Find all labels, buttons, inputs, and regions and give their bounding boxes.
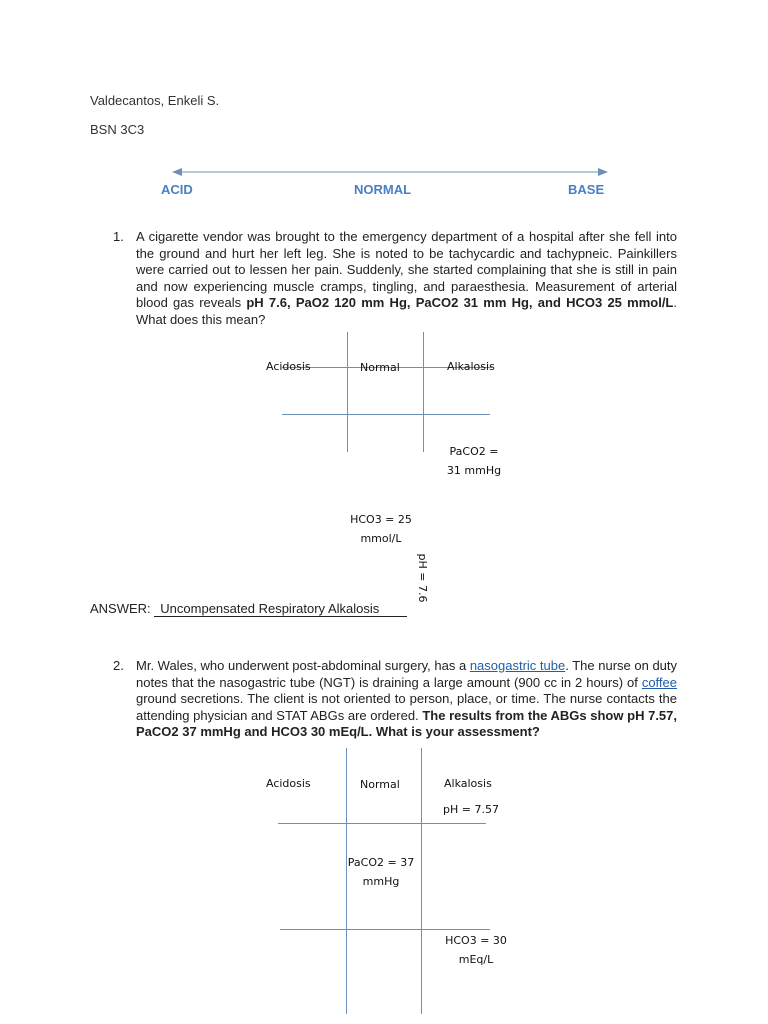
nasogastric-tube-link[interactable]: nasogastric tube bbox=[469, 658, 566, 673]
header-normal: Normal bbox=[360, 361, 400, 374]
ph-value: pH = 7.6 bbox=[416, 553, 429, 603]
ph-value: pH = 7.57 bbox=[443, 803, 499, 816]
grid-divider bbox=[423, 332, 424, 452]
grid-divider bbox=[282, 414, 490, 415]
question-2-number: 2. bbox=[113, 658, 124, 673]
paco2-value: PaCO2 = 31 mmHg bbox=[446, 445, 502, 477]
scale-base-label: BASE bbox=[568, 182, 605, 197]
header-acidosis: Acidosis bbox=[266, 360, 311, 373]
grid-divider bbox=[347, 332, 348, 452]
question-1-number: 1. bbox=[113, 229, 124, 244]
answer-row bbox=[90, 601, 407, 617]
answer-label: ANSWER: bbox=[90, 601, 151, 616]
grid-divider bbox=[421, 748, 422, 1014]
student-name: Valdecantos, Enkeli S. bbox=[90, 93, 220, 108]
grid-divider bbox=[280, 929, 490, 930]
question-2-text: Mr. Wales, who underwent post-abdominal surgery, has a nasogastric tube. The nurse on duty notes that the nasogastric tube (NGT) is draining a large amount (900 cc in 2 hours) of coffee ground secretions. The client is not oriented to person, place, or time. The nurse contacts the attending physician and STAT ABGs are ordered. The results from the ABGs show pH 7.57, PaCO2 37 mmHg and HCO3 30 mEq/L. What is your assessment? bbox=[136, 658, 678, 739]
header-acidosis: Acidosis bbox=[266, 777, 311, 790]
grid-divider bbox=[278, 823, 486, 824]
header-alkalosis: Alkalosis bbox=[447, 360, 495, 373]
paco2-value: PaCO2 = 37 mmHg bbox=[347, 856, 415, 888]
coffee-link[interactable]: coffee bbox=[641, 674, 677, 690]
header-alkalosis: Alkalosis bbox=[444, 777, 492, 790]
scale-normal-label: NORMAL bbox=[354, 182, 412, 197]
header-normal: Normal bbox=[360, 778, 400, 791]
student-section: BSN 3C3 bbox=[90, 122, 145, 137]
hco3-value: HCO3 = 25 mmol/L bbox=[350, 513, 412, 545]
acid-base-arrow bbox=[170, 164, 610, 180]
question-1-text: A cigarette vendor was brought to the emergency department of a hospital after she fell into the ground and hurt her left leg. She is noted to be tachycardic and tachypneic. Painkillers were carried out to lessen her pain. Suddenly, she started complaining that she is still in pain and now experiencing muscle cramps, tingling, and paraesthesia. Measurement of arterial blood gas reveals pH 7.6, PaO2 120 mm Hg, PaCO2 31 mm Hg, and HCO3 25 mmol/L. What does this mean? bbox=[136, 229, 677, 327]
scale-acid-label: ACID bbox=[161, 182, 193, 197]
answer-value: Uncompensated Respiratory Alkalosis bbox=[154, 601, 407, 617]
hco3-value: HCO3 = 30 mEq/L bbox=[445, 934, 507, 966]
